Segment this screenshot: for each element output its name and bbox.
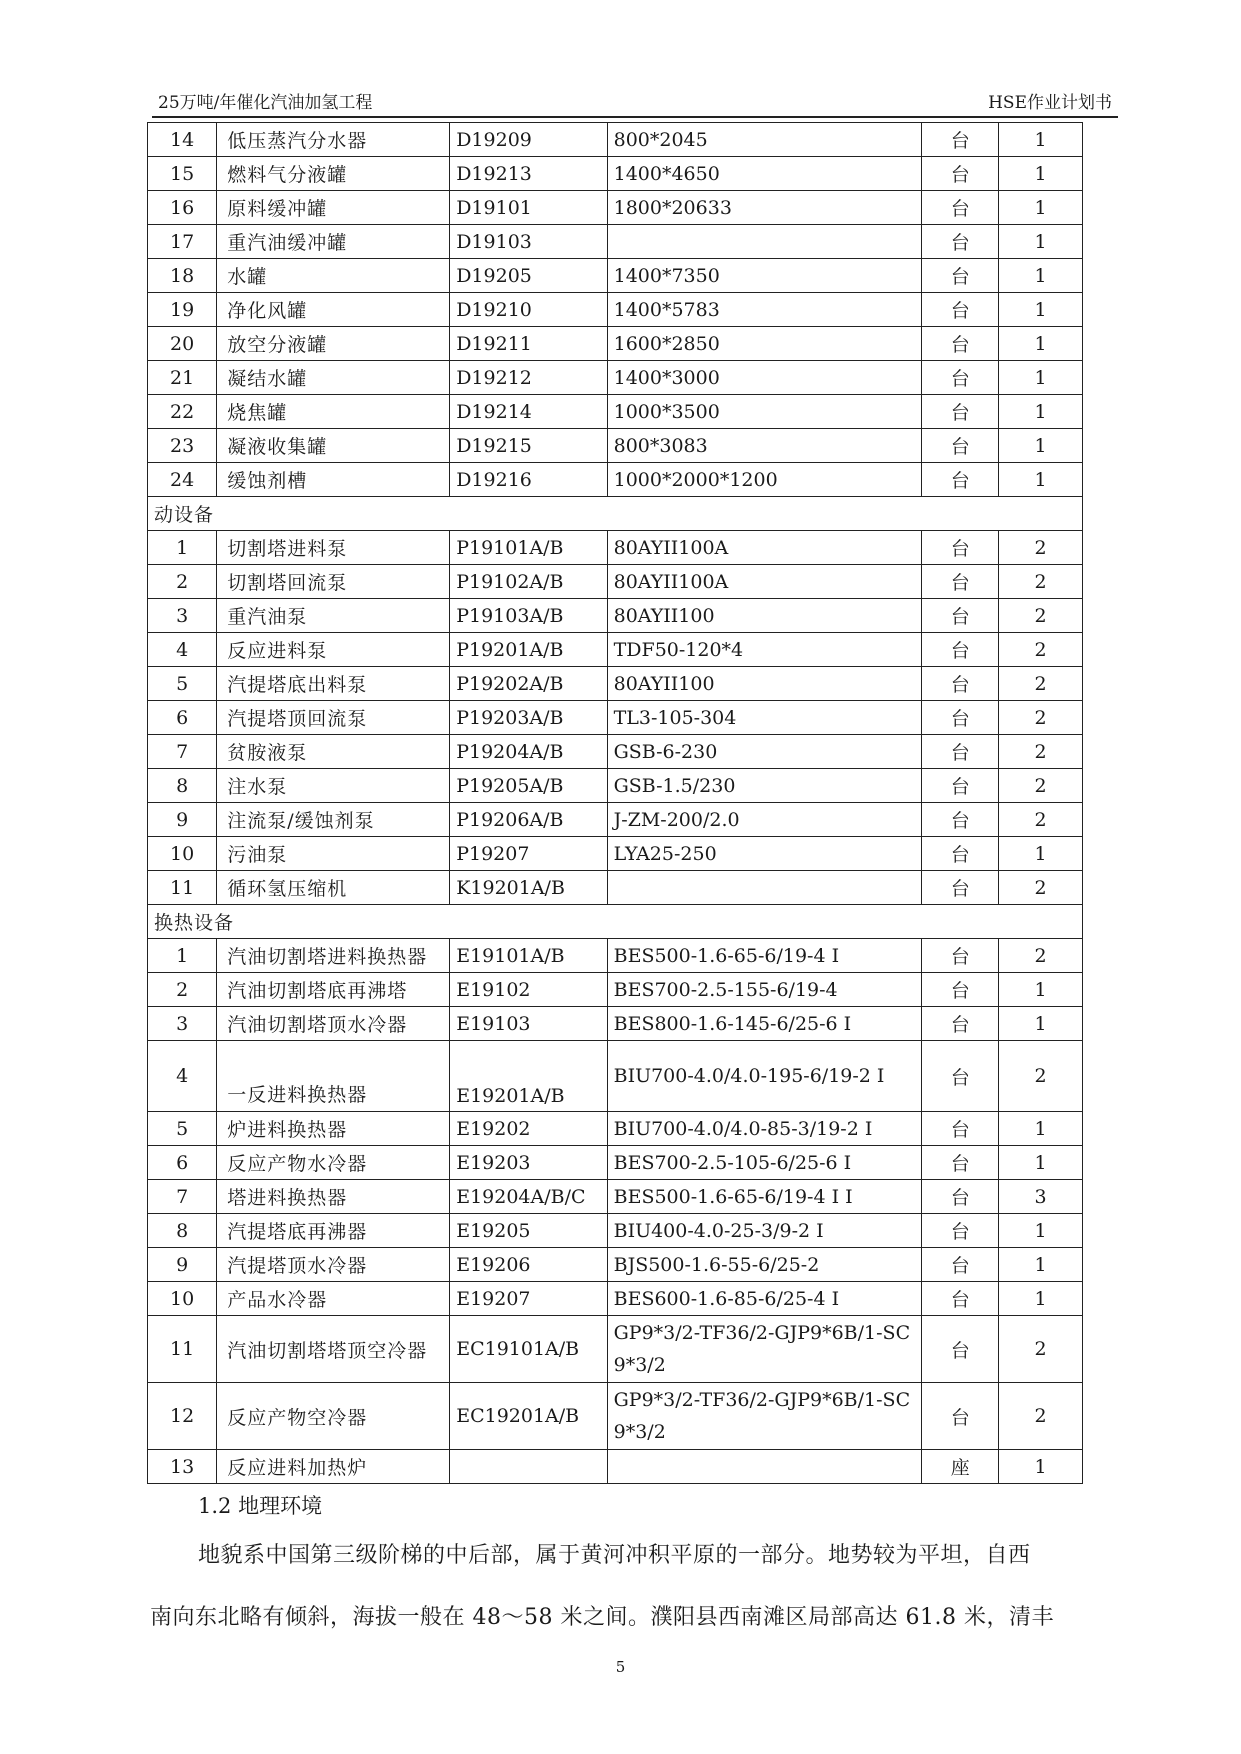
equipment-spec: TL3-105-304 bbox=[607, 701, 922, 735]
equipment-name: 燃料气分液罐 bbox=[217, 157, 450, 191]
row-number: 6 bbox=[148, 1146, 217, 1180]
header-project-title: 25万吨/年催化汽油加氢工程 bbox=[158, 93, 373, 113]
equipment-code: D19215 bbox=[450, 429, 607, 463]
table-row bbox=[148, 293, 1083, 327]
paragraph-line-2: 南向东北略有倾斜，海拔一般在 48～58 米之间。濮阳县西南滩区局部高达 61.8 米，清丰 bbox=[150, 1605, 1054, 1630]
equipment-spec: 1600*2850 bbox=[607, 327, 922, 361]
table-row bbox=[148, 1316, 1083, 1383]
row-number: 14 bbox=[148, 123, 217, 157]
equipment-name: 汽油切割塔顶水冷器 bbox=[217, 1007, 450, 1041]
equipment-table-body bbox=[148, 123, 1083, 1484]
equipment-quantity: 1 bbox=[999, 463, 1083, 497]
equipment-unit: 台 bbox=[922, 837, 999, 871]
equipment-name: 反应产物水冷器 bbox=[217, 1146, 450, 1180]
table-row bbox=[148, 667, 1083, 701]
equipment-quantity: 1 bbox=[999, 259, 1083, 293]
equipment-spec: J-ZM-200/2.0 bbox=[607, 803, 922, 837]
table-row bbox=[148, 1180, 1083, 1214]
equipment-unit: 台 bbox=[922, 225, 999, 259]
row-number: 4 bbox=[148, 1041, 217, 1112]
equipment-name: 汽提塔顶回流泵 bbox=[217, 701, 450, 735]
row-number: 1 bbox=[148, 939, 217, 973]
table-row bbox=[148, 191, 1083, 225]
equipment-spec: 80AYII100 bbox=[607, 667, 922, 701]
equipment-spec: 1800*20633 bbox=[607, 191, 922, 225]
equipment-unit: 台 bbox=[922, 1248, 999, 1282]
row-number: 5 bbox=[148, 667, 217, 701]
equipment-unit: 台 bbox=[922, 565, 999, 599]
equipment-quantity: 2 bbox=[999, 1316, 1083, 1383]
equipment-unit: 台 bbox=[922, 1383, 999, 1450]
equipment-unit: 台 bbox=[922, 361, 999, 395]
equipment-name: 注水泵 bbox=[217, 769, 450, 803]
equipment-quantity: 1 bbox=[999, 429, 1083, 463]
equipment-spec: 1000*3500 bbox=[607, 395, 922, 429]
row-number: 3 bbox=[148, 599, 217, 633]
equipment-spec: 1000*2000*1200 bbox=[607, 463, 922, 497]
equipment-table bbox=[147, 122, 1083, 1484]
equipment-spec: GP9*3/2-TF36/2-GJP9*6B/1-SC9*3/2 bbox=[607, 1316, 922, 1383]
equipment-code: D19211 bbox=[450, 327, 607, 361]
equipment-quantity: 1 bbox=[999, 225, 1083, 259]
equipment-name: 污油泵 bbox=[217, 837, 450, 871]
equipment-name: 切割塔进料泵 bbox=[217, 531, 450, 565]
equipment-code: P19203A/B bbox=[450, 701, 607, 735]
equipment-name: 塔进料换热器 bbox=[217, 1180, 450, 1214]
row-number: 16 bbox=[148, 191, 217, 225]
equipment-quantity: 1 bbox=[999, 123, 1083, 157]
equipment-spec: GP9*3/2-TF36/2-GJP9*6B/1-SC9*3/2 bbox=[607, 1383, 922, 1450]
table-row bbox=[148, 157, 1083, 191]
equipment-quantity: 1 bbox=[999, 1450, 1083, 1484]
equipment-unit: 台 bbox=[922, 293, 999, 327]
row-number: 2 bbox=[148, 565, 217, 599]
equipment-code: P19206A/B bbox=[450, 803, 607, 837]
equipment-spec: BES500-1.6-65-6/19-4 I I bbox=[607, 1180, 922, 1214]
table-row bbox=[148, 463, 1083, 497]
equipment-code: D19205 bbox=[450, 259, 607, 293]
equipment-unit: 台 bbox=[922, 1214, 999, 1248]
equipment-unit: 台 bbox=[922, 429, 999, 463]
equipment-quantity: 1 bbox=[999, 293, 1083, 327]
row-number: 11 bbox=[148, 871, 217, 905]
equipment-unit: 台 bbox=[922, 1112, 999, 1146]
equipment-name: 反应进料加热炉 bbox=[217, 1450, 450, 1484]
equipment-unit: 台 bbox=[922, 531, 999, 565]
equipment-name: 循环氢压缩机 bbox=[217, 871, 450, 905]
table-row bbox=[148, 123, 1083, 157]
section-title: 动设备 bbox=[148, 497, 1083, 531]
equipment-quantity: 1 bbox=[999, 361, 1083, 395]
equipment-unit: 台 bbox=[922, 1316, 999, 1383]
table-row bbox=[148, 939, 1083, 973]
section-title: 换热设备 bbox=[148, 905, 1083, 939]
equipment-name: 切割塔回流泵 bbox=[217, 565, 450, 599]
equipment-name: 汽油切割塔塔顶空冷器 bbox=[217, 1316, 450, 1383]
equipment-spec: BES500-1.6-65-6/19-4 I bbox=[607, 939, 922, 973]
equipment-unit: 台 bbox=[922, 1180, 999, 1214]
equipment-spec: 80AYII100A bbox=[607, 531, 922, 565]
equipment-unit: 台 bbox=[922, 1007, 999, 1041]
equipment-name: 汽提塔顶水冷器 bbox=[217, 1248, 450, 1282]
equipment-quantity: 2 bbox=[999, 939, 1083, 973]
equipment-name: 烧焦罐 bbox=[217, 395, 450, 429]
equipment-unit: 台 bbox=[922, 1282, 999, 1316]
equipment-quantity: 2 bbox=[999, 667, 1083, 701]
equipment-name: 贫胺液泵 bbox=[217, 735, 450, 769]
equipment-code: E19203 bbox=[450, 1146, 607, 1180]
table-row bbox=[148, 1146, 1083, 1180]
equipment-spec: BIU700-4.0/4.0-85-3/19-2 I bbox=[607, 1112, 922, 1146]
equipment-code: P19201A/B bbox=[450, 633, 607, 667]
equipment-code: D19213 bbox=[450, 157, 607, 191]
row-number: 7 bbox=[148, 1180, 217, 1214]
row-number: 23 bbox=[148, 429, 217, 463]
equipment-unit: 台 bbox=[922, 191, 999, 225]
page-header bbox=[152, 86, 1118, 118]
equipment-code: D19212 bbox=[450, 361, 607, 395]
equipment-unit: 台 bbox=[922, 633, 999, 667]
row-number: 1 bbox=[148, 531, 217, 565]
equipment-spec: BIU700-4.0/4.0-195-6/19-2 I bbox=[607, 1041, 922, 1112]
table-row bbox=[148, 769, 1083, 803]
equipment-name: 反应产物空冷器 bbox=[217, 1383, 450, 1450]
equipment-code: EC19101A/B bbox=[450, 1316, 607, 1383]
row-number: 22 bbox=[148, 395, 217, 429]
equipment-quantity: 3 bbox=[999, 1180, 1083, 1214]
equipment-code: D19214 bbox=[450, 395, 607, 429]
page-number: 5 bbox=[615, 1658, 626, 1676]
row-number: 9 bbox=[148, 803, 217, 837]
equipment-code: D19210 bbox=[450, 293, 607, 327]
equipment-code: E19102 bbox=[450, 973, 607, 1007]
equipment-code: E19202 bbox=[450, 1112, 607, 1146]
table-row bbox=[148, 1007, 1083, 1041]
table-section-row bbox=[148, 905, 1083, 939]
table-row bbox=[148, 225, 1083, 259]
row-number: 8 bbox=[148, 769, 217, 803]
row-number: 8 bbox=[148, 1214, 217, 1248]
table-row bbox=[148, 1450, 1083, 1484]
equipment-spec bbox=[607, 225, 922, 259]
equipment-unit: 座 bbox=[922, 1450, 999, 1484]
equipment-name: 汽油切割塔进料换热器 bbox=[217, 939, 450, 973]
equipment-name: 凝结水罐 bbox=[217, 361, 450, 395]
table-row bbox=[148, 361, 1083, 395]
equipment-code: EC19201A/B bbox=[450, 1383, 607, 1450]
equipment-code: D19209 bbox=[450, 123, 607, 157]
equipment-spec bbox=[607, 1450, 922, 1484]
equipment-unit: 台 bbox=[922, 327, 999, 361]
equipment-spec: BES600-1.6-85-6/25-4 I bbox=[607, 1282, 922, 1316]
equipment-quantity: 1 bbox=[999, 1112, 1083, 1146]
equipment-unit: 台 bbox=[922, 735, 999, 769]
row-number: 11 bbox=[148, 1316, 217, 1383]
equipment-unit: 台 bbox=[922, 395, 999, 429]
row-number: 10 bbox=[148, 837, 217, 871]
equipment-name: 低压蒸汽分水器 bbox=[217, 123, 450, 157]
row-number: 18 bbox=[148, 259, 217, 293]
table-row bbox=[148, 327, 1083, 361]
equipment-name: 原料缓冲罐 bbox=[217, 191, 450, 225]
equipment-quantity: 2 bbox=[999, 599, 1083, 633]
equipment-spec: 800*2045 bbox=[607, 123, 922, 157]
table-row bbox=[148, 871, 1083, 905]
equipment-code: E19101A/B bbox=[450, 939, 607, 973]
table-section-row bbox=[148, 497, 1083, 531]
row-number: 24 bbox=[148, 463, 217, 497]
equipment-code: D19103 bbox=[450, 225, 607, 259]
paragraph-line-1: 地貌系中国第三级阶梯的中后部，属于黄河冲积平原的一部分。地势较为平坦，自西 bbox=[198, 1543, 1031, 1568]
equipment-name: 放空分液罐 bbox=[217, 327, 450, 361]
equipment-unit: 台 bbox=[922, 157, 999, 191]
row-number: 20 bbox=[148, 327, 217, 361]
row-number: 19 bbox=[148, 293, 217, 327]
table-row bbox=[148, 1383, 1083, 1450]
table-row bbox=[148, 531, 1083, 565]
equipment-quantity: 2 bbox=[999, 735, 1083, 769]
row-number: 7 bbox=[148, 735, 217, 769]
equipment-spec: 1400*3000 bbox=[607, 361, 922, 395]
equipment-code: E19205 bbox=[450, 1214, 607, 1248]
equipment-spec: BIU400-4.0-25-3/9-2 I bbox=[607, 1214, 922, 1248]
equipment-code: P19207 bbox=[450, 837, 607, 871]
row-number: 2 bbox=[148, 973, 217, 1007]
row-number: 5 bbox=[148, 1112, 217, 1146]
equipment-code: P19205A/B bbox=[450, 769, 607, 803]
equipment-spec: GSB-6-230 bbox=[607, 735, 922, 769]
equipment-name: 缓蚀剂槽 bbox=[217, 463, 450, 497]
table-row bbox=[148, 973, 1083, 1007]
equipment-spec: BJS500-1.6-55-6/25-2 bbox=[607, 1248, 922, 1282]
equipment-unit: 台 bbox=[922, 1041, 999, 1112]
equipment-name: 一反进料换热器 bbox=[217, 1041, 450, 1112]
table-row bbox=[148, 735, 1083, 769]
equipment-spec: LYA25-250 bbox=[607, 837, 922, 871]
table-row bbox=[148, 429, 1083, 463]
table-row bbox=[148, 1041, 1083, 1112]
table-row bbox=[148, 395, 1083, 429]
equipment-quantity: 1 bbox=[999, 395, 1083, 429]
equipment-quantity: 2 bbox=[999, 1041, 1083, 1112]
equipment-quantity: 2 bbox=[999, 769, 1083, 803]
equipment-quantity: 1 bbox=[999, 973, 1083, 1007]
equipment-code bbox=[450, 1450, 607, 1484]
equipment-quantity: 1 bbox=[999, 1248, 1083, 1282]
row-number: 3 bbox=[148, 1007, 217, 1041]
equipment-code: D19216 bbox=[450, 463, 607, 497]
equipment-quantity: 1 bbox=[999, 191, 1083, 225]
row-number: 10 bbox=[148, 1282, 217, 1316]
equipment-spec: 1400*7350 bbox=[607, 259, 922, 293]
equipment-spec: 800*3083 bbox=[607, 429, 922, 463]
table-row bbox=[148, 1214, 1083, 1248]
equipment-spec: 1400*4650 bbox=[607, 157, 922, 191]
equipment-code: P19102A/B bbox=[450, 565, 607, 599]
row-number: 9 bbox=[148, 1248, 217, 1282]
equipment-spec: BES800-1.6-145-6/25-6 I bbox=[607, 1007, 922, 1041]
table-row bbox=[148, 565, 1083, 599]
equipment-quantity: 2 bbox=[999, 565, 1083, 599]
equipment-quantity: 2 bbox=[999, 701, 1083, 735]
equipment-quantity: 1 bbox=[999, 327, 1083, 361]
equipment-quantity: 1 bbox=[999, 1146, 1083, 1180]
equipment-spec: GSB-1.5/230 bbox=[607, 769, 922, 803]
equipment-unit: 台 bbox=[922, 123, 999, 157]
equipment-quantity: 1 bbox=[999, 1282, 1083, 1316]
equipment-quantity: 1 bbox=[999, 1214, 1083, 1248]
equipment-code: P19101A/B bbox=[450, 531, 607, 565]
equipment-unit: 台 bbox=[922, 599, 999, 633]
equipment-spec bbox=[607, 871, 922, 905]
equipment-unit: 台 bbox=[922, 803, 999, 837]
equipment-unit: 台 bbox=[922, 667, 999, 701]
equipment-quantity: 2 bbox=[999, 531, 1083, 565]
equipment-quantity: 1 bbox=[999, 1007, 1083, 1041]
equipment-spec: 80AYII100A bbox=[607, 565, 922, 599]
equipment-spec: BES700-2.5-155-6/19-4 bbox=[607, 973, 922, 1007]
equipment-name: 净化风罐 bbox=[217, 293, 450, 327]
row-number: 17 bbox=[148, 225, 217, 259]
equipment-name: 反应进料泵 bbox=[217, 633, 450, 667]
equipment-quantity: 2 bbox=[999, 871, 1083, 905]
table-row bbox=[148, 1248, 1083, 1282]
equipment-code: E19207 bbox=[450, 1282, 607, 1316]
equipment-unit: 台 bbox=[922, 701, 999, 735]
table-row bbox=[148, 259, 1083, 293]
table-row bbox=[148, 803, 1083, 837]
equipment-name: 汽油切割塔底再沸塔 bbox=[217, 973, 450, 1007]
row-number: 6 bbox=[148, 701, 217, 735]
equipment-code: P19103A/B bbox=[450, 599, 607, 633]
equipment-name: 注流泵/缓蚀剂泵 bbox=[217, 803, 450, 837]
equipment-unit: 台 bbox=[922, 973, 999, 1007]
equipment-spec: 1400*5783 bbox=[607, 293, 922, 327]
equipment-spec: BES700-2.5-105-6/25-6 I bbox=[607, 1146, 922, 1180]
equipment-unit: 台 bbox=[922, 259, 999, 293]
equipment-name: 汽提塔底再沸器 bbox=[217, 1214, 450, 1248]
equipment-unit: 台 bbox=[922, 939, 999, 973]
equipment-quantity: 1 bbox=[999, 837, 1083, 871]
equipment-spec: TDF50-120*4 bbox=[607, 633, 922, 667]
equipment-name: 凝液收集罐 bbox=[217, 429, 450, 463]
equipment-code: P19204A/B bbox=[450, 735, 607, 769]
equipment-code: E19103 bbox=[450, 1007, 607, 1041]
table-row bbox=[148, 1112, 1083, 1146]
equipment-unit: 台 bbox=[922, 871, 999, 905]
equipment-name: 汽提塔底出料泵 bbox=[217, 667, 450, 701]
equipment-name: 重汽油泵 bbox=[217, 599, 450, 633]
table-row bbox=[148, 837, 1083, 871]
table-row bbox=[148, 701, 1083, 735]
row-number: 12 bbox=[148, 1383, 217, 1450]
table-row bbox=[148, 1282, 1083, 1316]
table-row bbox=[148, 599, 1083, 633]
table-row bbox=[148, 633, 1083, 667]
equipment-quantity: 2 bbox=[999, 633, 1083, 667]
equipment-code: E19204A/B/C bbox=[450, 1180, 607, 1214]
header-document-title: HSE作业计划书 bbox=[988, 93, 1112, 113]
equipment-quantity: 2 bbox=[999, 803, 1083, 837]
equipment-code: D19101 bbox=[450, 191, 607, 225]
equipment-spec: 80AYII100 bbox=[607, 599, 922, 633]
equipment-quantity: 2 bbox=[999, 1383, 1083, 1450]
equipment-unit: 台 bbox=[922, 1146, 999, 1180]
equipment-name: 水罐 bbox=[217, 259, 450, 293]
equipment-code: K19201A/B bbox=[450, 871, 607, 905]
equipment-name: 重汽油缓冲罐 bbox=[217, 225, 450, 259]
equipment-unit: 台 bbox=[922, 769, 999, 803]
equipment-code: P19202A/B bbox=[450, 667, 607, 701]
equipment-name: 产品水冷器 bbox=[217, 1282, 450, 1316]
section-heading: 1.2 地理环境 bbox=[198, 1494, 323, 1518]
equipment-name: 炉进料换热器 bbox=[217, 1112, 450, 1146]
equipment-unit: 台 bbox=[922, 463, 999, 497]
equipment-quantity: 1 bbox=[999, 157, 1083, 191]
equipment-code: E19206 bbox=[450, 1248, 607, 1282]
row-number: 4 bbox=[148, 633, 217, 667]
row-number: 21 bbox=[148, 361, 217, 395]
equipment-code: E19201A/B bbox=[450, 1041, 607, 1112]
row-number: 15 bbox=[148, 157, 217, 191]
row-number: 13 bbox=[148, 1450, 217, 1484]
